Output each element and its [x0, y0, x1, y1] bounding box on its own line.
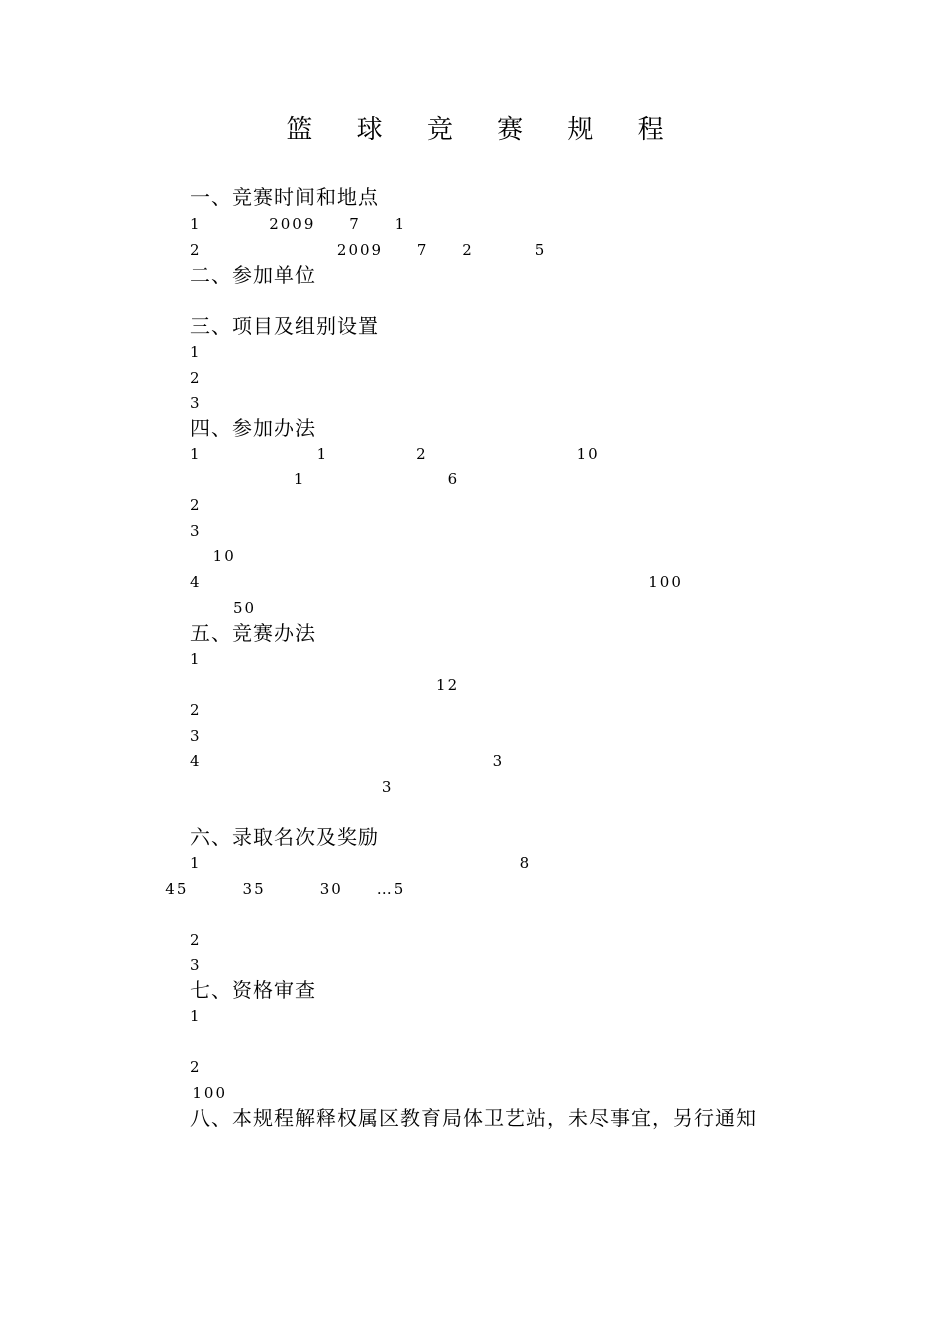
- body-line: 12: [145, 676, 460, 694]
- body-line: 3: [190, 394, 202, 412]
- body-line: 2: [190, 496, 202, 514]
- body-line: 1 2009 7 1: [190, 215, 407, 233]
- section-heading: 二、参加单位: [190, 263, 316, 287]
- body-line: 1: [190, 1007, 202, 1025]
- body-line: 1: [190, 650, 202, 668]
- section-heading: 六、录取名次及奖励: [190, 825, 379, 849]
- section-heading: 五、竞赛办法: [190, 621, 316, 645]
- body-line: 45 35 30 …5: [145, 880, 406, 898]
- section-heading: 八、本规程解释权属区教育局体卫艺站，未尽事宜，另行通知: [190, 1106, 757, 1130]
- body-line: 1 6: [145, 470, 460, 488]
- section-heading: 三、项目及组别设置: [190, 314, 379, 338]
- body-line: 4 3: [190, 752, 505, 770]
- section-heading: 四、参加办法: [190, 416, 316, 440]
- body-line: 2: [190, 701, 202, 719]
- document-title: 篮 球 竞 赛 规 程: [286, 115, 682, 145]
- body-line: 3: [190, 956, 202, 974]
- section-heading: 七、资格审查: [190, 978, 316, 1002]
- body-line: 3: [190, 522, 202, 540]
- body-line: 1 1 2 10: [190, 445, 600, 463]
- body-line: 10: [145, 547, 236, 565]
- body-line: 3: [145, 778, 394, 796]
- body-line: 2: [190, 1058, 202, 1076]
- body-line: 2: [190, 931, 202, 949]
- body-line: 100: [145, 1084, 228, 1102]
- body-line: 50: [145, 599, 257, 617]
- body-line: 1 8: [190, 854, 532, 872]
- body-line: 1: [190, 343, 202, 361]
- body-line: 4 100: [190, 573, 683, 591]
- body-line: 2: [190, 369, 202, 387]
- body-line: 2 2009 7 2 5: [190, 241, 547, 259]
- body-line: 3: [190, 727, 202, 745]
- section-heading: 一、竞赛时间和地点: [190, 185, 379, 209]
